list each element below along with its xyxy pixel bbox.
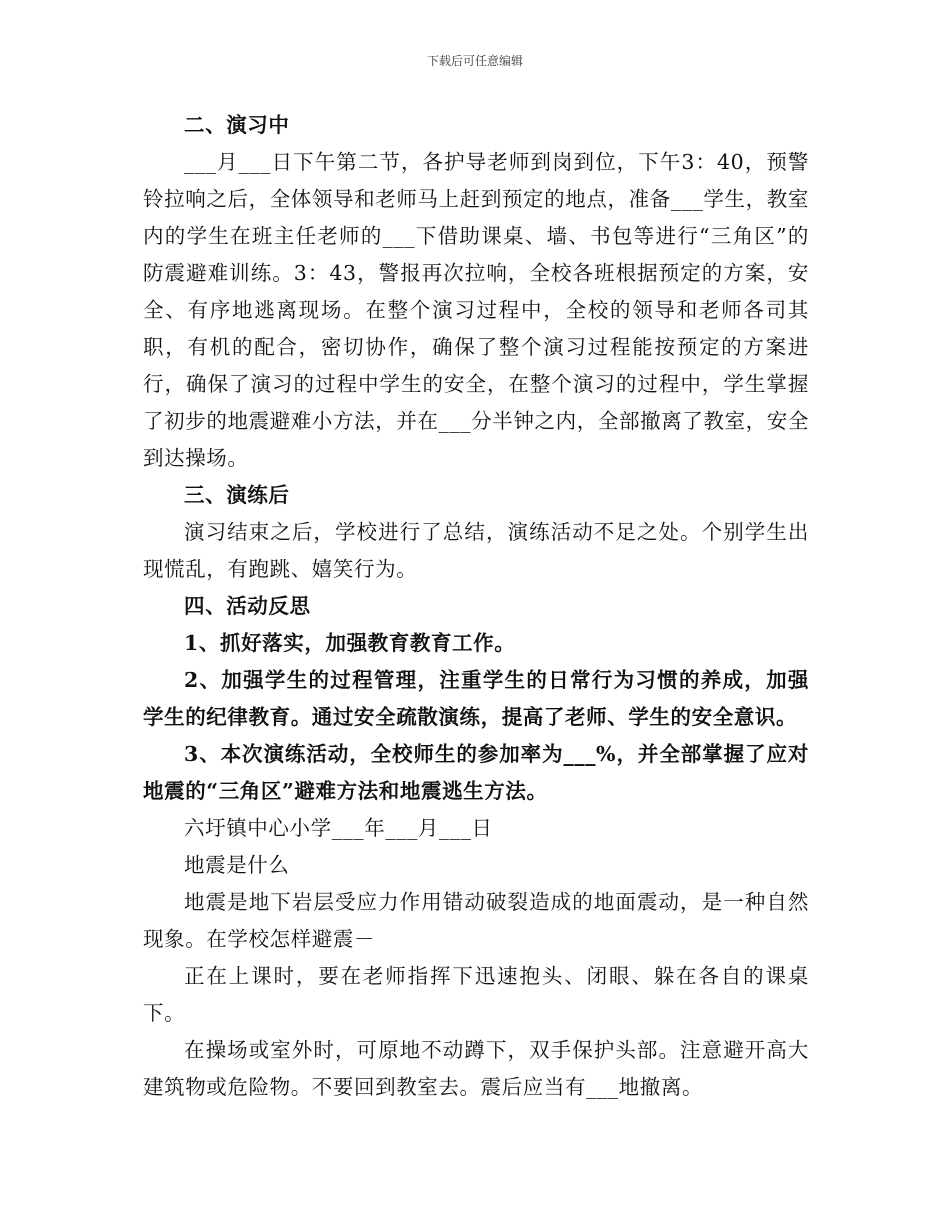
section-heading-after-drill: 三、演练后 [184, 483, 290, 507]
page-header: 下载后可任意编辑 [426, 54, 523, 68]
document-body [143, 107, 809, 1106]
outdoor-advice: 在操场或室外时，可原地不动蹲下，双手保护头部。注意避开高大建筑物或危险物。不要回到教室去。震后应当有___地撤离。 [143, 1038, 809, 1099]
signature-line: 六圩镇中心小学___年___月___日 [184, 816, 493, 840]
section-heading-during-drill: 二、演习中 [184, 113, 290, 137]
paragraph-during-drill: ___月___日下午第二节，各护导老师到岗到位，下午3：40，预警铃拉响之后，全体领导和老师马上赶到预定的地点，准备___学生，教室内的学生在班主任老师的___下借助课桌、墙、书包等进行“三角区”的防震避难训练。3：43，警报再次拉响，全校各班根据预定的方案，安全、有序地逃离现场。在整个演习过程中，全校的领导和老师各司其职，有机的配合，密切协作，确保了整个演习过程能按预定的方案进行，确保了演习的过程中学生的安全，在整个演习的过程中，学生掌握了初步的地震避难小方法，并在___分半钟之内，全部撤离了教室，安全到达操场。 [143, 150, 809, 470]
reflection-item-2: 2、加强学生的过程管理，注重学生的日常行为习惯的养成，加强学生的纪律教育。通过安全疏散演练，提高了老师、学生的安全意识。 [143, 668, 809, 729]
section-heading-reflection: 四、活动反思 [184, 594, 311, 618]
earthquake-title: 地震是什么 [184, 853, 290, 877]
earthquake-definition: 地震是地下岩层受应力作用错动破裂造成的地面震动，是一种自然现象。在学校怎样避震－ [143, 890, 809, 951]
paragraph-after-drill: 演习结束之后，学校进行了总结，演练活动不足之处。个别学生出现慌乱，有跑跳、嬉笑行为。 [143, 520, 809, 581]
reflection-item-1: 1、抓好落实，加强教育教育工作。 [184, 631, 516, 655]
in-class-advice: 正在上课时，要在老师指挥下迅速抱头、闭眼、躲在各自的课桌下。 [143, 964, 809, 1025]
reflection-item-3: 3、本次演练活动，全校师生的参加率为___%，并全部掌握了应对地震的“三角区”避难方法和地震逃生方法。 [143, 742, 809, 803]
